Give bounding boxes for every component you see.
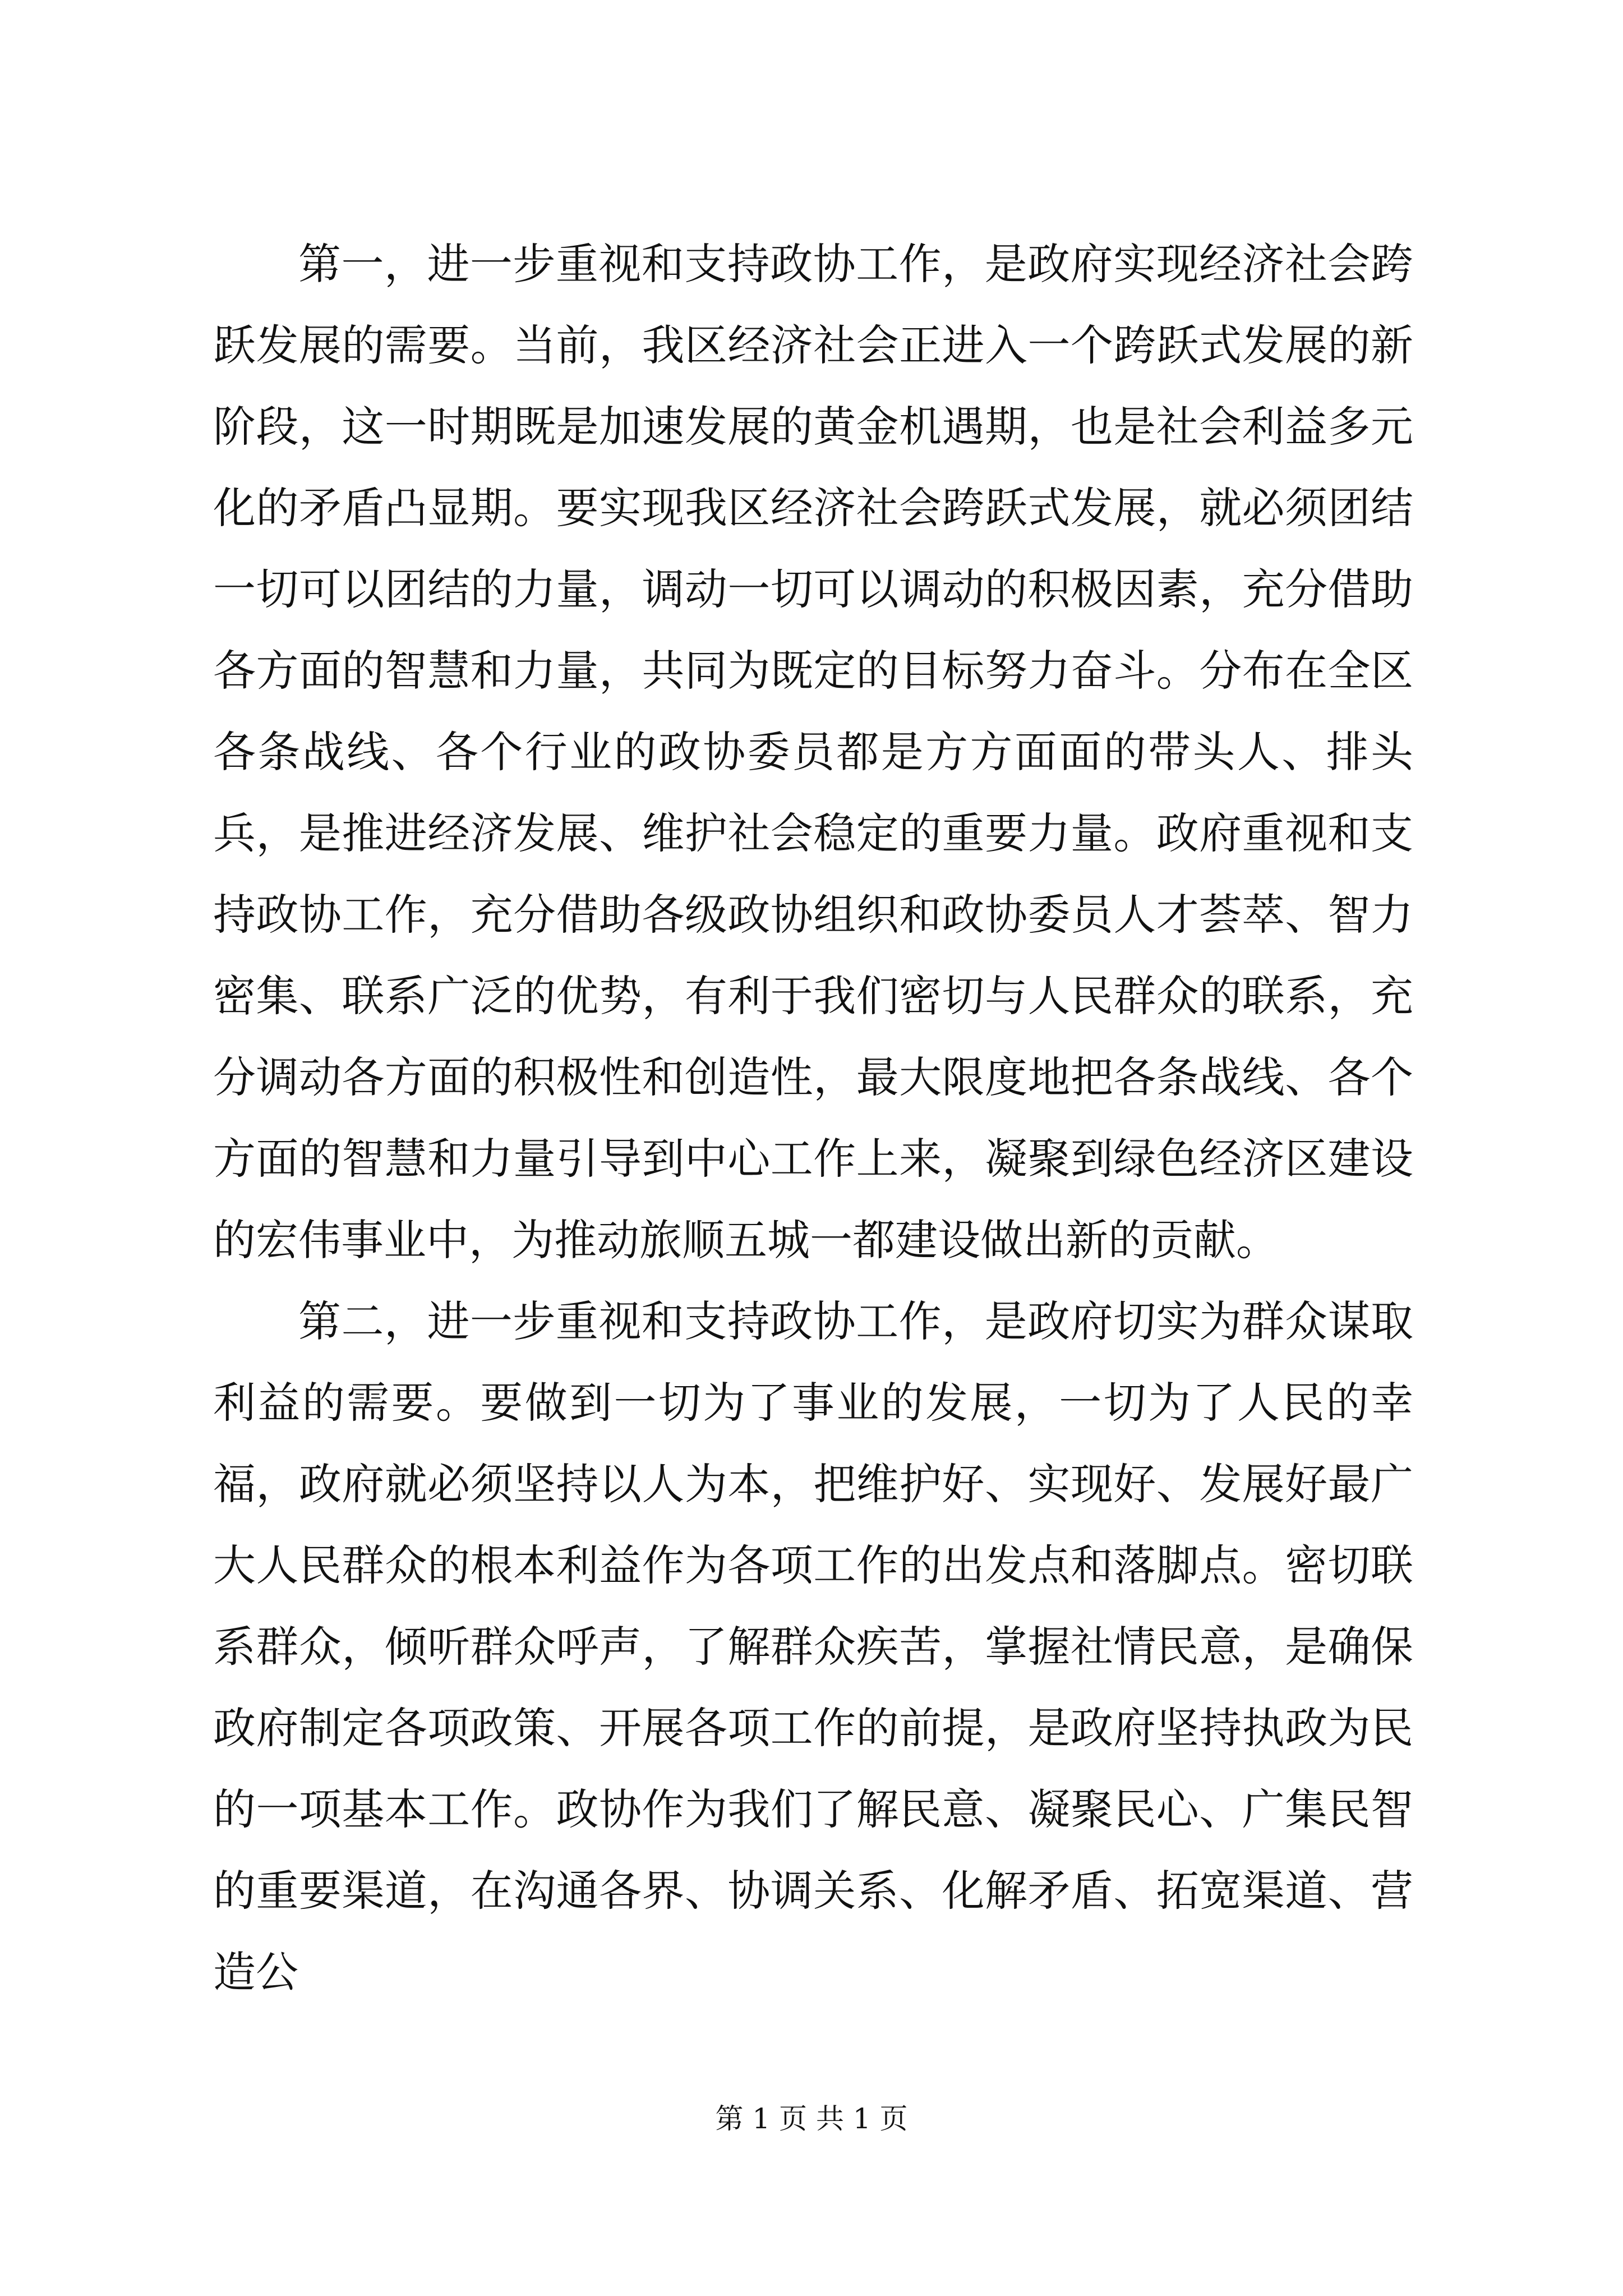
paragraph-1: 第一，进一步重视和支持政协工作，是政府实现经济社会跨跃发展的需要。当前，我区经济社会正进入一个跨跃式发展的新阶段，这一时期既是加速发展的黄金机遇期，也是社会利益多元化的矛盾凸显期。要实现我区经济社会跨跃式发展，就必须团结一切可以团结的力量，调动一切可以调动的积极因素，充分借助各方面的智慧和力量，共同为既定的目标努力奋斗。分布在全区各条战线、各个行业的政协委员都是方方面面的带头人、排头兵，是推进经济发展、维护社会稳定的重要力量。政府重视和支持政协工作，充分借助各级政协组织和政协委员人才荟萃、智力密集、联系广泛的优势，有利于我们密切与人民群众的联系，充分调动各方面的积极性和创造性，最大限度地把各条战线、各个方面的智慧和力量引导到中心工作上来，凝聚到绿色经济区建设的宏伟事业中，为推动旅顺五城一都建设做出新的贡献。 xyxy=(213,239,1413,1265)
paragraph-2: 第二，进一步重视和支持政协工作，是政府切实为群众谋取利益的需要。要做到一切为了事业的发展，一切为了人民的幸福，政府就必须坚持以人为本，把维护好、实现好、发展好最广大人民群众的根本利益作为各项工作的出发点和落脚点。密切联系群众，倾听群众呼声，了解群众疾苦，掌握社情民意，是确保政府制定各项政策、开展各项工作的前提，是政府坚持执政为民的一项基本工作。政协作为我们了解民意、凝聚民心、广集民智的重要渠道，在沟通各界、协调关系、化解矛盾、拓宽渠道、营造公 xyxy=(213,1296,1413,1997)
document-body xyxy=(213,223,1413,2013)
page-footer: 第 1 页 共 1 页 xyxy=(715,2102,908,2135)
